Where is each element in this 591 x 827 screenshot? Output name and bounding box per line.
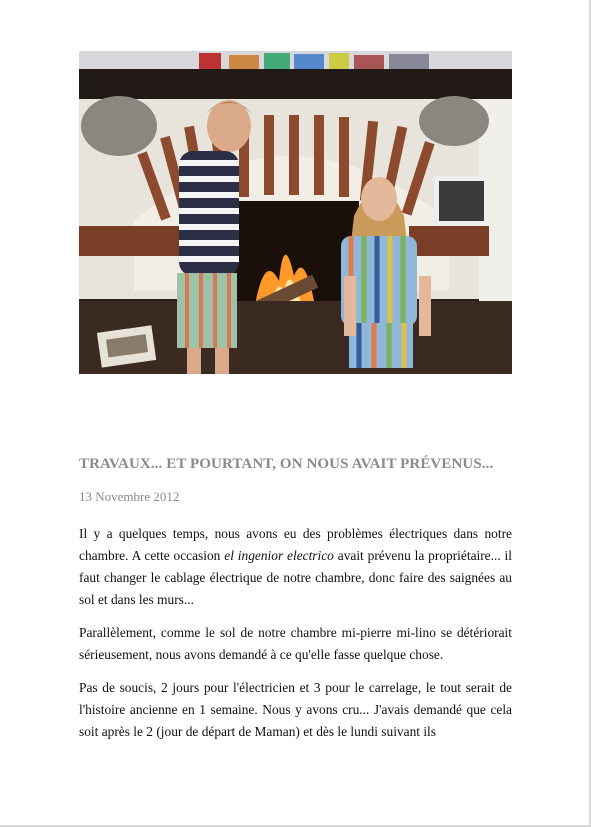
paragraph-1-emphasis: el ingenior electrico	[224, 548, 334, 563]
paragraph-3: Pas de soucis, 2 jours pour l'électricien et 3 pour le carrelage, le tout serait de l'histoire ancienne en 1 semaine. Nous y avons cru... J'avais demandé que cela soit après le 2 (jour de départ de Maman) et dès le lundi suivant ils	[79, 680, 512, 739]
paragraph-1-part-b: avait prévenu la propriétaire... il faut changer le cablage électrique de notre chambre, donc faire des saignées au sol et dans les murs...	[79, 548, 512, 607]
paragraph-2: Parallèlement, comme le sol de notre chambre mi-pierre mi-lino se détériorait sérieusement, nous avons demandé à ce qu'elle fasse quelque chose.	[79, 625, 512, 662]
article-title: TRAVAUX... ET POURTANT, ON NOUS AVAIT PRÉVENUS...	[79, 456, 494, 472]
paragraph-1-part-a: Il y a quelques temps, nous avons eu des problèmes électriques dans notre chambre. A cette occasion	[79, 526, 512, 563]
paragraph-1	[79, 523, 512, 611]
article-date: 13 Novembre 2012	[79, 489, 180, 504]
article-body	[79, 523, 512, 754]
fireplace-photo	[79, 51, 512, 374]
